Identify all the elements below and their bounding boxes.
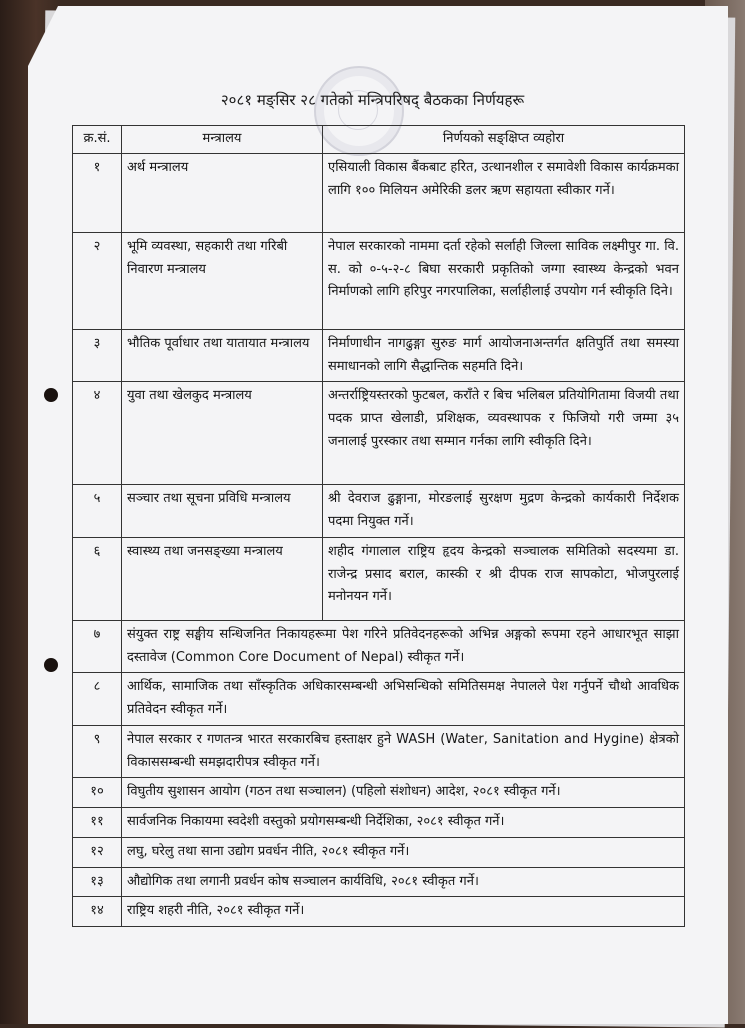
- row-ministry: स्वास्थ्य तथा जनसङ्ख्या मन्त्रालय: [122, 537, 323, 620]
- table-row: [73, 725, 685, 778]
- row-num: ७: [73, 620, 122, 673]
- row-num: १२: [73, 837, 122, 867]
- table-row: [73, 232, 685, 329]
- row-decision: लघु, घरेलु तथा साना उद्योग प्रवर्धन नीति, २०८१ स्वीकृत गर्ने।: [122, 837, 685, 867]
- table-row: [73, 537, 685, 620]
- row-num: ९: [73, 725, 122, 778]
- header-decision: निर्णयको सङ्क्षिप्त व्यहोरा: [323, 126, 685, 154]
- table-row: [73, 620, 685, 673]
- row-num: ५: [73, 485, 122, 538]
- row-num: ४: [73, 382, 122, 485]
- table-row: [73, 867, 685, 897]
- row-num: १: [73, 153, 122, 232]
- page-title: २०८१ मङ्सिर २८ गतेको मन्त्रिपरिषद् बैठकका निर्णयहरू: [220, 91, 525, 109]
- row-decision: अन्तर्राष्ट्रियस्तरको फुटबल, कराँते र बिच भलिबल प्रतियोगितामा विजयी तथा पदक प्राप्त खेलाडी, प्रशिक्षक, व्यवस्थापक र फिजियो गरी जम्मा ३५ जनालाई पुरस्कार तथा सम्मान गर्नका लागि स्वीकृति दिने।: [323, 382, 685, 485]
- row-num: १३: [73, 867, 122, 897]
- header-ministry: मन्त्रालय: [122, 126, 323, 154]
- header-num: क्र.सं.: [73, 126, 122, 154]
- row-decision: श्री देवराज ढुङ्गाना, मोरङलाई सुरक्षण मुद्रण केन्द्रको कार्यकारी निर्देशक पदमा नियुक्त गर्ने।: [323, 485, 685, 538]
- punch-hole-bottom: [44, 658, 58, 672]
- decisions-table: [72, 125, 685, 927]
- row-decision: नेपाल सरकारको नाममा दर्ता रहेको सर्लाही जिल्ला साविक लक्ष्मीपुर गा. वि. स. को ०-५-२-८ बिघा सरकारी प्रकृतिको जग्गा स्वास्थ्य केन्द्रको भवन निर्माणको लागि हरिपुर नगरपालिका, सर्लाहीलाई उपयोग गर्न स्वीकृति दिने।: [323, 232, 685, 329]
- row-num: ८: [73, 673, 122, 726]
- row-num: ३: [73, 329, 122, 382]
- row-decision: आर्थिक, सामाजिक तथा साँस्कृतिक अधिकारसम्बन्धी अभिसन्धिको समितिसमक्ष नेपालले पेश गर्नुपर्ने चौथो आवधिक प्रतिवेदन स्वीकृत गर्ने।: [122, 673, 685, 726]
- row-num: २: [73, 232, 122, 329]
- table-row: [73, 485, 685, 538]
- row-decision: शहीद गंगालाल राष्ट्रिय हृदय केन्द्रको सञ्चालक समितिको सदस्यमा डा. राजेन्द्र प्रसाद बराल, कास्की र श्री दीपक राज सापकोटा, भोजपुरलाई मनोनयन गर्ने।: [323, 537, 685, 620]
- table-row: [73, 153, 685, 232]
- punch-hole-top: [44, 388, 58, 402]
- row-decision: औद्योगिक तथा लगानी प्रवर्धन कोष सञ्चालन कार्यविधि, २०८१ स्वीकृत गर्ने।: [122, 867, 685, 897]
- row-decision: निर्माणाधीन नागढुङ्गा सुरुङ मार्ग आयोजनाअन्तर्गत क्षतिपुर्ति तथा समस्या समाधानको लागि सैद्धान्तिक सहमति दिने।: [323, 329, 685, 382]
- table-row: [73, 329, 685, 382]
- row-num: ११: [73, 808, 122, 838]
- table-row: [73, 897, 685, 927]
- row-num: ६: [73, 537, 122, 620]
- table-row: [73, 382, 685, 485]
- row-num: १४: [73, 897, 122, 927]
- row-decision: नेपाल सरकार र गणतन्त्र भारत सरकारबिच हस्ताक्षर हुने WASH (Water, Sanitation and Hygine) क्षेत्रको विकाससम्बन्धी समझदारीपत्र स्वीकृत गर्ने।: [122, 725, 685, 778]
- row-ministry: भूमि व्यवस्था, सहकारी तथा गरिबी निवारण मन्त्रालय: [122, 232, 323, 329]
- row-ministry: अर्थ मन्त्रालय: [122, 153, 323, 232]
- row-decision: राष्ट्रिय शहरी नीति, २०८१ स्वीकृत गर्ने।: [122, 897, 685, 927]
- row-ministry: युवा तथा खेलकुद मन्त्रालय: [122, 382, 323, 485]
- row-decision: सार्वजनिक निकायमा स्वदेशी वस्तुको प्रयोगसम्बन्धी निर्देशिका, २०८१ स्वीकृत गर्ने।: [122, 808, 685, 838]
- row-decision: विघुतीय सुशासन आयोग (गठन तथा सञ्चालन) (पहिलो संशोधन) आदेश, २०८१ स्वीकृत गर्ने।: [122, 778, 685, 808]
- table-row: [73, 778, 685, 808]
- table-row: [73, 673, 685, 726]
- row-num: १०: [73, 778, 122, 808]
- table-row: [73, 837, 685, 867]
- row-ministry: सञ्चार तथा सूचना प्रविधि मन्त्रालय: [122, 485, 323, 538]
- row-decision: एसियाली विकास बैंकबाट हरित, उत्थानशील र समावेशी विकास कार्यक्रमका लागि १०० मिलियन अमेरिकी डलर ऋण सहायता स्वीकार गर्ने।: [323, 153, 685, 232]
- row-decision: संयुक्त राष्ट्र सङ्घीय सन्धिजनित निकायहरूमा पेश गरिने प्रतिवेदनहरूको अभिन्न अङ्गको रूपमा रहने आधारभूत साझा दस्तावेज (Common Core Document of Nepal) स्वीकृत गर्ने।: [122, 620, 685, 673]
- table-header-row: [73, 126, 685, 154]
- table-row: [73, 808, 685, 838]
- row-ministry: भौतिक पूर्वाधार तथा यातायात मन्त्रालय: [122, 329, 323, 382]
